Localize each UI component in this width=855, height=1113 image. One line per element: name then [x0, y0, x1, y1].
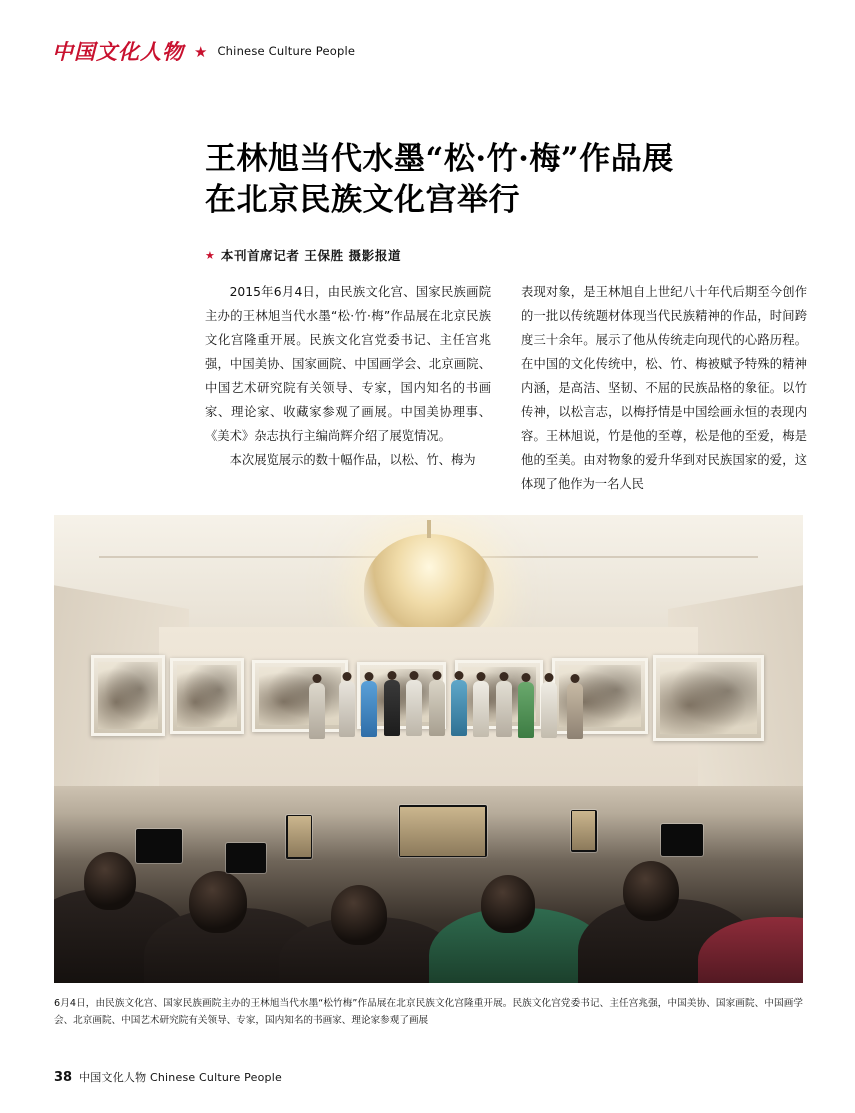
- column-right: [521, 281, 807, 497]
- masthead-logo-en: Chinese Culture People: [217, 44, 356, 58]
- person: [309, 683, 325, 739]
- byline-text: 本刊首席记者 王保胜 摄影报道: [220, 248, 402, 263]
- masthead-logo-cn: 中国文化人物: [52, 39, 184, 64]
- byline: [205, 246, 805, 264]
- page-number: 38: [54, 1070, 73, 1085]
- painting: [91, 655, 164, 736]
- person: [496, 681, 512, 737]
- photo-caption: 6月4日，由民族文化宫、国家民族画院主办的王林旭当代水墨“松竹梅”作品展在北京民族文化宫隆重开展。民族文化宫党委书记、主任宫兆强，中国美协、国家画院、中国画学会、北京画院、中国艺术研究院有关领导、专家，国内知名的书画家、理论家参观了画展: [54, 998, 803, 1026]
- painting: [653, 655, 764, 741]
- masthead: [52, 36, 355, 66]
- smartphone: [571, 810, 597, 852]
- camera: [661, 824, 703, 856]
- smartphone-screen: [399, 805, 487, 857]
- star-icon: ★: [205, 248, 215, 262]
- headline-line-1: 王林旭当代水墨“松·竹·梅”作品展: [205, 140, 674, 177]
- crowd-figure: [481, 875, 535, 933]
- painting: [252, 660, 348, 732]
- person: [541, 682, 557, 738]
- star-icon: ★: [194, 42, 208, 61]
- crowd-figure: [623, 861, 679, 921]
- person: [473, 681, 489, 737]
- crowd-figure: [84, 852, 136, 910]
- footer-publication-name: 中国文化人物 Chinese Culture People: [79, 1071, 282, 1084]
- page-footer: [54, 1069, 282, 1085]
- painting: [170, 658, 243, 734]
- article-photo: [54, 515, 803, 983]
- person: [518, 682, 534, 738]
- page-title: [205, 139, 805, 222]
- smartphone: [286, 815, 312, 859]
- paragraph: 表现对象，是王林旭自上世纪八十年代后期至今创作的一批以传统题材体现当代民族精神的作品，时间跨度三十余年。展示了他从传统走向现代的心路历程。在中国的文化传统中，松、竹、梅被赋予特殊的精神内涵，是高洁、坚韧、不屈的民族品格的象征。以竹传神，以松言志，以梅抒情是中国绘画永恒的表现内容。王林旭说，竹是他的至尊，松是他的至爱，梅是他的至美。由对物象的爱升华到对民族国家的爱，这体现了他作为一名人民: [521, 285, 807, 491]
- person: [339, 681, 355, 737]
- person: [567, 683, 583, 739]
- camera: [136, 829, 182, 863]
- person: [406, 680, 422, 736]
- crowd-figure: [331, 885, 387, 945]
- person: [361, 681, 377, 737]
- photo-illustration: [54, 515, 803, 983]
- column-left: [205, 281, 491, 497]
- camera: [226, 843, 266, 873]
- paragraph: 2015年6月4日，由民族文化宫、国家民族画院主办的王林旭当代水墨“松·竹·梅”作品展在北京民族文化宫隆重开展。民族文化宫党委书记、主任宫兆强，中国美协、国家画院、中国画学会、北京画院、中国艺术研究院有关领导、专家，国内知名的书画家、理论家、收藏家参观了画展。中国美协理事、《美术》杂志执行主编尚辉介绍了展览情况。: [205, 285, 491, 443]
- person: [384, 680, 400, 736]
- crowd-figure: [189, 871, 247, 933]
- person: [429, 680, 445, 736]
- article-body: [205, 281, 807, 497]
- person: [451, 680, 467, 736]
- paragraph: 本次展览展示的数十幅作品，以松、竹、梅为: [229, 452, 476, 467]
- headline-line-2: 在北京民族文化宫举行: [205, 182, 520, 219]
